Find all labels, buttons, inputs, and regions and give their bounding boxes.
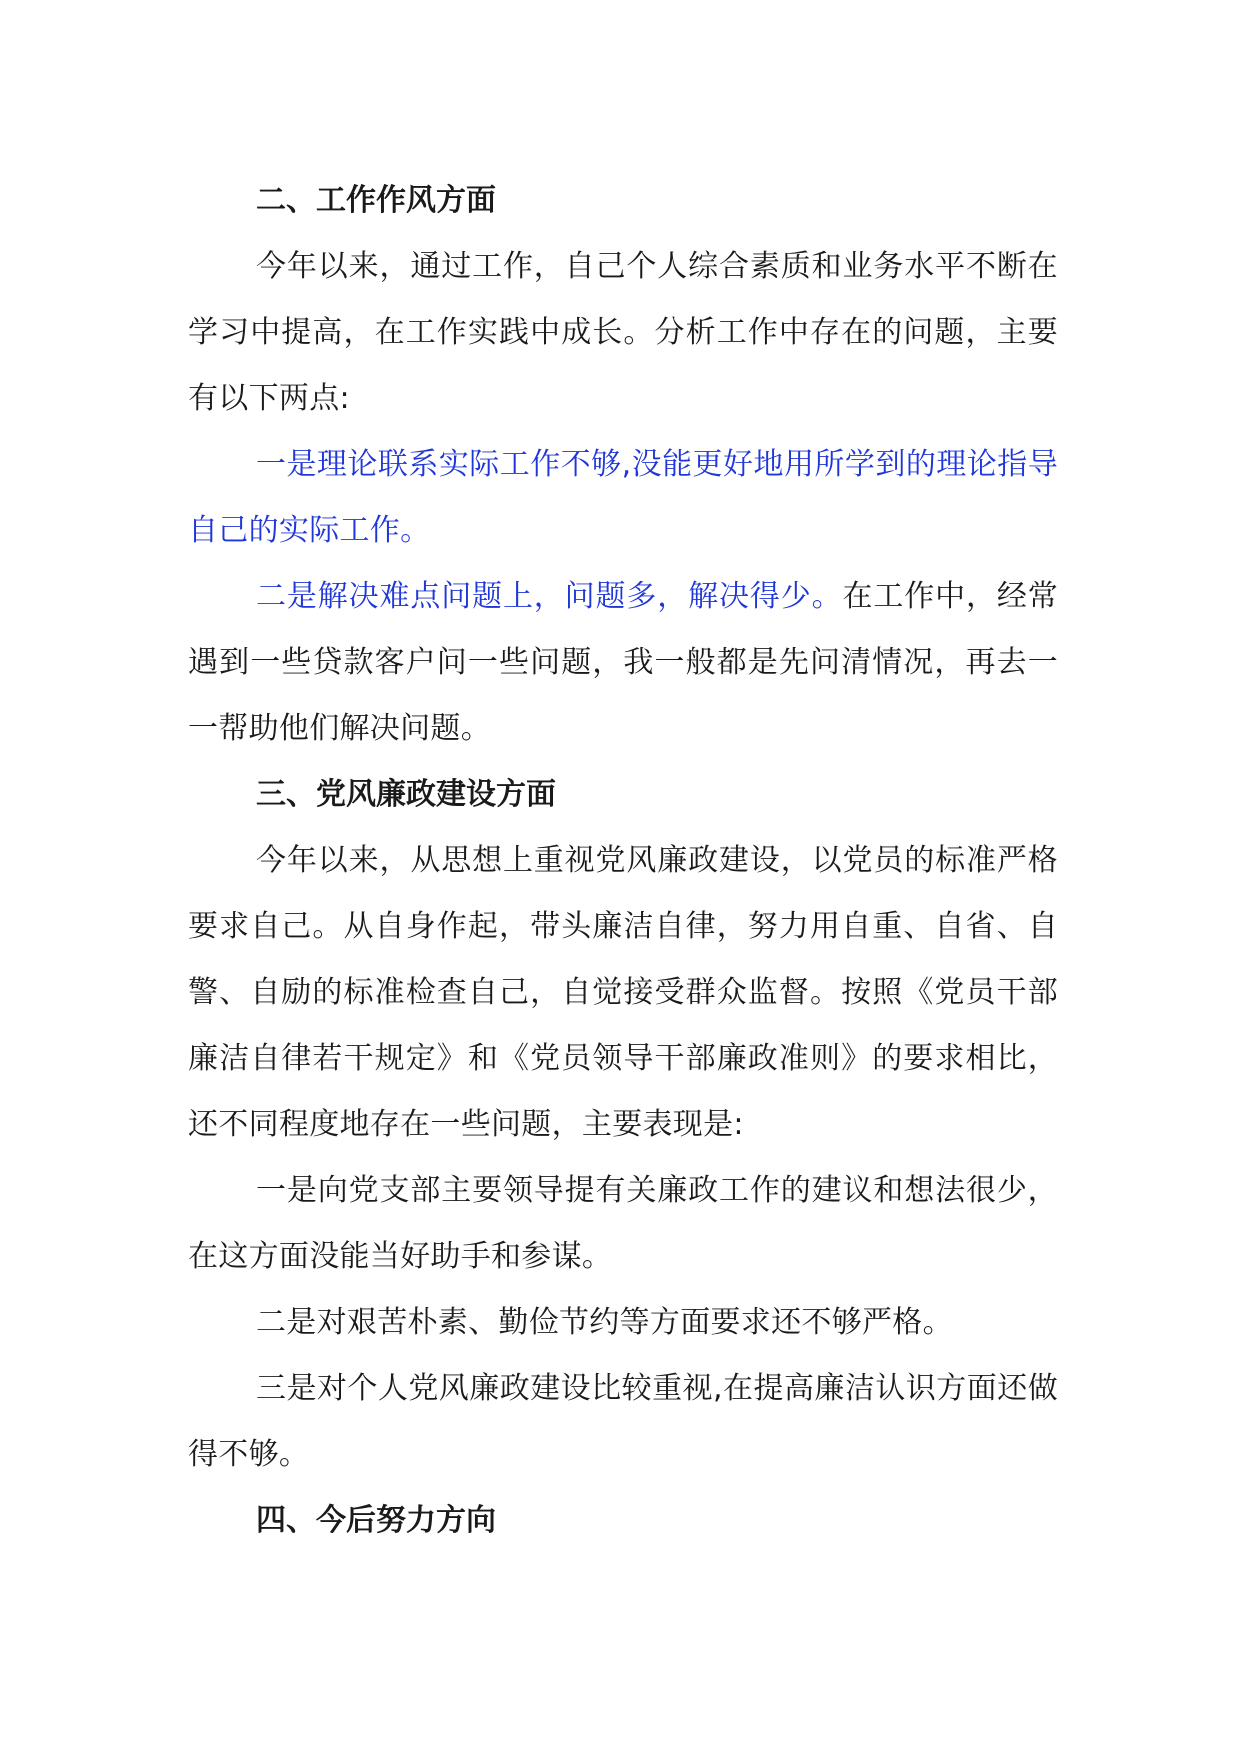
document-body: [188, 168, 1058, 1554]
highlighted-text: 二是解决难点问题上，问题多，解决得少。: [256, 579, 843, 614]
paragraph-integrity-point-one: 一是向党支部主要领导提有关廉政工作的建议和想法很少，在这方面没能当好助手和参谋。: [188, 1173, 1058, 1274]
paragraph-text: 在工作中，经常遇到一些贷款客户问一些问题，我一般都是先问清情况，再去一一帮助他们解决问题。: [188, 579, 1058, 746]
paragraph-work-intro: 今年以来，通过工作，自己个人综合素质和业务水平不断在学习中提高，在工作实践中成长。分析工作中存在的问题，主要有以下两点:: [188, 249, 1058, 416]
paragraph-integrity-point-three: 三是对个人党风廉政建设比较重视,在提高廉洁认识方面还做得不够。: [188, 1371, 1058, 1472]
paragraph-point-one-theory: 一是理论联系实际工作不够,没能更好地用所学到的理论指导自己的实际工作。: [188, 447, 1058, 548]
paragraph-integrity-point-two: 二是对艰苦朴素、勤俭节约等方面要求还不够严格。: [256, 1305, 953, 1340]
section-heading-integrity: 三、党风廉政建设方面: [256, 777, 556, 812]
paragraph-point-two-problems: [188, 564, 1058, 762]
paragraph-integrity-intro: 今年以来，从思想上重视党风廉政建设，以党员的标准严格要求自己。从自身作起，带头廉洁自律，努力用自重、自省、自警、自励的标准检查自己，自觉接受群众监督。按照《党员干部廉洁自律若干规定》和《党员领导干部廉政准则》的要求相比，还不同程度地存在一些问题，主要表现是:: [188, 843, 1058, 1142]
section-heading-work-style: 二、工作作风方面: [256, 183, 496, 218]
section-heading-future-direction: 四、今后努力方向: [256, 1503, 496, 1538]
